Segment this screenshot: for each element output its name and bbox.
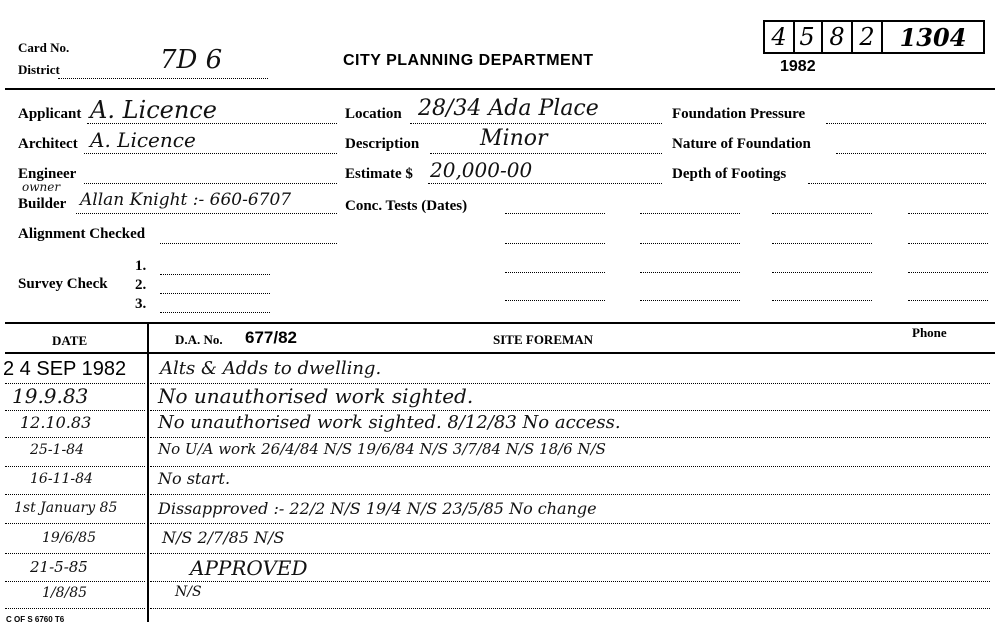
alignment-label: Alignment Checked — [18, 226, 146, 242]
conc-tests-line-13 — [505, 300, 605, 301]
survey-line-2 — [160, 293, 270, 294]
department-title: CITY PLANNING DEPARTMENT — [343, 52, 594, 69]
number-box-digit: 5 — [799, 23, 815, 51]
da-no-label: D.A. No. — [175, 332, 223, 347]
card-number-box — [883, 20, 985, 54]
row-line-entry-3 — [150, 437, 990, 438]
depth-of-footings-label: Depth of Footings — [672, 166, 787, 182]
architect-label: Architect — [18, 136, 78, 152]
location-line — [410, 123, 662, 124]
conc-tests-line-1 — [505, 213, 605, 214]
row-entry: No start. — [158, 469, 231, 488]
survey-item-1: 1. — [135, 258, 147, 274]
row-entry: N/S 2/7/85 N/S — [162, 528, 285, 547]
estimate-value: 20,000-00 — [430, 158, 533, 182]
row-line-entry-4 — [150, 466, 990, 467]
date-column-header: DATE — [52, 333, 88, 348]
row-line-entry-9 — [150, 608, 990, 609]
row-entry: No unauthorised work sighted. 8/12/83 No access. — [158, 412, 621, 433]
site-foreman-header: SITE FOREMAN — [493, 332, 594, 347]
row-entry: No U/A work 26/4/84 N/S 19/6/84 N/S 3/7/84 N/S 18/6 N/S — [158, 440, 606, 458]
row-date: 19.9.83 — [12, 384, 89, 408]
row-entry: Dissapproved :- 22/2 N/S 19/4 N/S 23/5/85 No change — [158, 499, 597, 518]
row-entry: APPROVED — [190, 556, 308, 580]
depth-of-footings-line — [808, 183, 986, 184]
survey-item-3: 3. — [135, 296, 147, 312]
row-line-entry-6 — [150, 523, 990, 524]
row-date: 1/8/85 — [42, 585, 88, 601]
row-entry: N/S — [175, 584, 202, 600]
conc-tests-label: Conc. Tests (Dates) — [345, 198, 468, 214]
table-top-rule — [5, 322, 995, 324]
estimate-line — [428, 183, 662, 184]
applicant-value: A. Licence — [90, 96, 217, 124]
survey-line-3 — [160, 312, 270, 313]
header-rule — [5, 88, 995, 90]
conc-tests-line-14 — [640, 300, 740, 301]
conc-tests-line-10 — [640, 272, 740, 273]
description-value: Minor — [480, 126, 548, 151]
row-date: 12.10.83 — [20, 413, 92, 432]
conc-tests-line-12 — [908, 272, 988, 273]
card-number: 1304 — [899, 22, 967, 52]
estimate-label: Estimate $ — [345, 166, 413, 182]
row-line-date-5 — [5, 494, 145, 495]
builder-line — [76, 213, 337, 214]
conc-tests-line-11 — [772, 272, 872, 273]
district-dotted-line — [58, 78, 268, 79]
conc-tests-line-5 — [505, 243, 605, 244]
description-line — [430, 153, 662, 154]
phone-header: Phone — [912, 325, 947, 340]
number-box-digit: 4 — [771, 23, 787, 51]
row-date: 1st January 85 — [14, 500, 118, 516]
year: 1982 — [780, 58, 816, 75]
survey-check-label: Survey Check — [18, 276, 108, 292]
conc-tests-line-3 — [772, 213, 872, 214]
location-label: Location — [345, 106, 402, 122]
engineer-label: Engineer — [18, 166, 77, 182]
row-line-entry-8 — [150, 581, 990, 582]
builder-value: Allan Knight :- 660-6707 — [80, 190, 292, 210]
table-header-rule — [5, 352, 995, 354]
conc-tests-line-15 — [772, 300, 872, 301]
row-line-date-6 — [5, 523, 145, 524]
row-line-date-9 — [5, 608, 145, 609]
row-entry: No unauthorised work sighted. — [158, 384, 474, 408]
architect-value: A. Licence — [90, 128, 196, 152]
row-line-date-7 — [5, 553, 145, 554]
conc-tests-line-7 — [772, 243, 872, 244]
description-label: Description — [345, 136, 420, 152]
card-number-value: 7D 6 — [160, 45, 223, 75]
row-date: 25-1-84 — [30, 442, 84, 458]
foundation-pressure-label: Foundation Pressure — [672, 106, 806, 122]
foundation-pressure-line — [826, 123, 986, 124]
row-date: 16-11-84 — [30, 471, 93, 487]
row-line-date-4 — [5, 466, 145, 467]
row-line-entry-5 — [150, 494, 990, 495]
row-line-entry-7 — [150, 553, 990, 554]
conc-tests-line-16 — [908, 300, 988, 301]
survey-line-1 — [160, 274, 270, 275]
nature-of-foundation-label: Nature of Foundation — [672, 136, 811, 152]
conc-tests-line-4 — [908, 213, 988, 214]
form-code: C OF S 6760 T6 — [6, 615, 65, 624]
conc-tests-line-6 — [640, 243, 740, 244]
engineer-line — [84, 183, 337, 184]
row-date-stamp: 2 4 SEP 1982 — [3, 358, 127, 380]
survey-item-2: 2. — [135, 277, 147, 293]
card-no-label: Card No. — [18, 40, 70, 55]
number-box-4 — [853, 20, 883, 54]
row-date: 21-5-85 — [30, 558, 88, 576]
row-line-date-2 — [5, 410, 145, 411]
da-no-value: 677/82 — [245, 328, 297, 347]
owner-annotation: owner — [22, 180, 61, 194]
number-box-digit: 2 — [859, 23, 875, 51]
number-box-digit: 8 — [829, 23, 845, 51]
number-box-3 — [823, 20, 853, 54]
nature-of-foundation-line — [836, 153, 986, 154]
builder-label: Builder — [18, 196, 67, 212]
row-date: 19/6/85 — [42, 530, 96, 546]
conc-tests-line-9 — [505, 272, 605, 273]
number-box-2 — [793, 20, 823, 54]
alignment-line — [160, 243, 337, 244]
district-label: District — [18, 62, 60, 77]
location-value: 28/34 Ada Place — [418, 96, 599, 121]
row-entry: Alts & Adds to dwelling. — [160, 358, 382, 379]
row-line-entry-2 — [150, 410, 990, 411]
architect-line — [84, 153, 337, 154]
applicant-label: Applicant — [18, 106, 82, 122]
table-column-divider — [147, 322, 149, 622]
row-line-date-3 — [5, 437, 145, 438]
number-box-1 — [763, 20, 795, 54]
conc-tests-line-8 — [908, 243, 988, 244]
row-line-date-8 — [5, 581, 145, 582]
conc-tests-line-2 — [640, 213, 740, 214]
